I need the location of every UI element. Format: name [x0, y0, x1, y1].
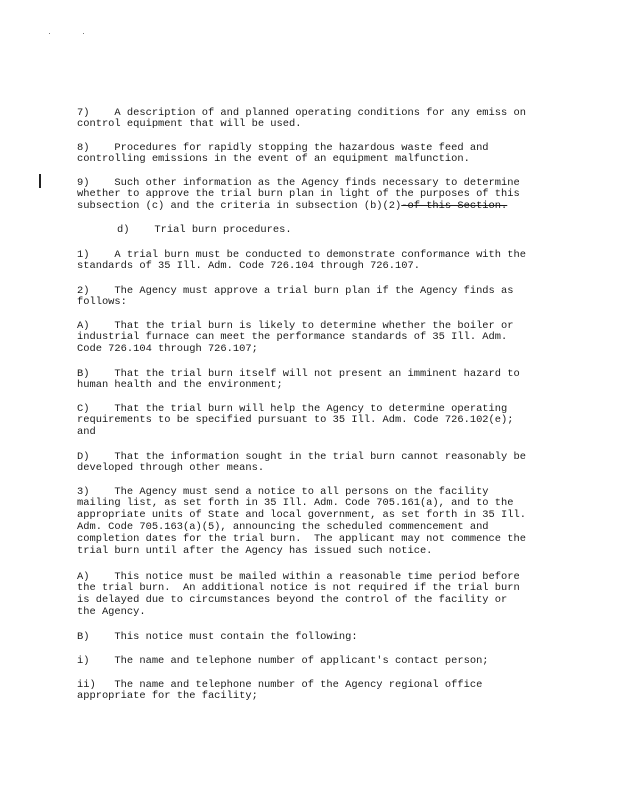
scan-speck [49, 33, 50, 34]
paragraph-B2: B) This notice must contain the following: [77, 630, 358, 643]
paragraph-8: 8) Procedures for rapidly stopping the hazardous waste feed and controlling emissions in the event of an equipment malfunction. [77, 141, 489, 166]
paragraph-B: B) That the trial burn itself will not present an imminent hazard to human health and the environment; [77, 367, 520, 392]
paragraph-d3: 3) The Agency must send a notice to all persons on the facility mailing list, as set forth in 35 Ill. Adm. Code 705.161(a), and to the appropriate units of State and local government, as set forth in 35 Ill. Adm. Code 705.163(a)(5), announcing the scheduled commencement and completion dates for the trial burn. The applicant may not commence the trial burn until after the Agency has issued such notice. [77, 485, 526, 557]
scan-speck [83, 33, 84, 34]
paragraph-d2: 2) The Agency must approve a trial burn plan if the Agency finds as follows: [77, 284, 514, 309]
paragraph-A: A) That the trial burn is likely to determine whether the boiler or industrial furnace can meet the performance standards of 35 Ill. Adm. Code 726.104 through 726.107; [77, 319, 514, 356]
paragraph-i: i) The name and telephone number of applicant's contact person; [77, 654, 489, 667]
paragraph-9: 9) Such other information as the Agency finds necessary to determine whether to approve the trial burn plan in light of the purposes of this subsection (c) and the criteria in subsection (b)(2)-of this Section. [77, 176, 520, 213]
paragraph-d1: 1) A trial burn must be conducted to demonstrate conformance with the standards of 35 Ill. Adm. Code 726.104 through 726.107. [77, 248, 526, 273]
paragraph-ii: ii) The name and telephone number of the Agency regional office appropriate for the facility; [77, 678, 483, 703]
paragraph-d-heading: d) Trial burn procedures. [117, 223, 292, 236]
paragraph-A2: A) This notice must be mailed within a reasonable time period before the trial burn. An additional notice is not required if the trial burn is delayed due to circumstances beyond the control of the facility or the Agency. [77, 570, 520, 618]
paragraph-7: 7) A description of and planned operating conditions for any emiss on control equipment that will be used. [77, 106, 526, 131]
revision-margin-bar [39, 174, 41, 188]
paragraph-D: D) That the information sought in the trial burn cannot reasonably be developed through other means. [77, 450, 526, 475]
paragraph-C: C) That the trial burn will help the Agency to determine operating requirements to be specified pursuant to 35 Ill. Adm. Code 726.102(e); and [77, 402, 514, 439]
struck-text: -of this Section. [401, 200, 508, 213]
